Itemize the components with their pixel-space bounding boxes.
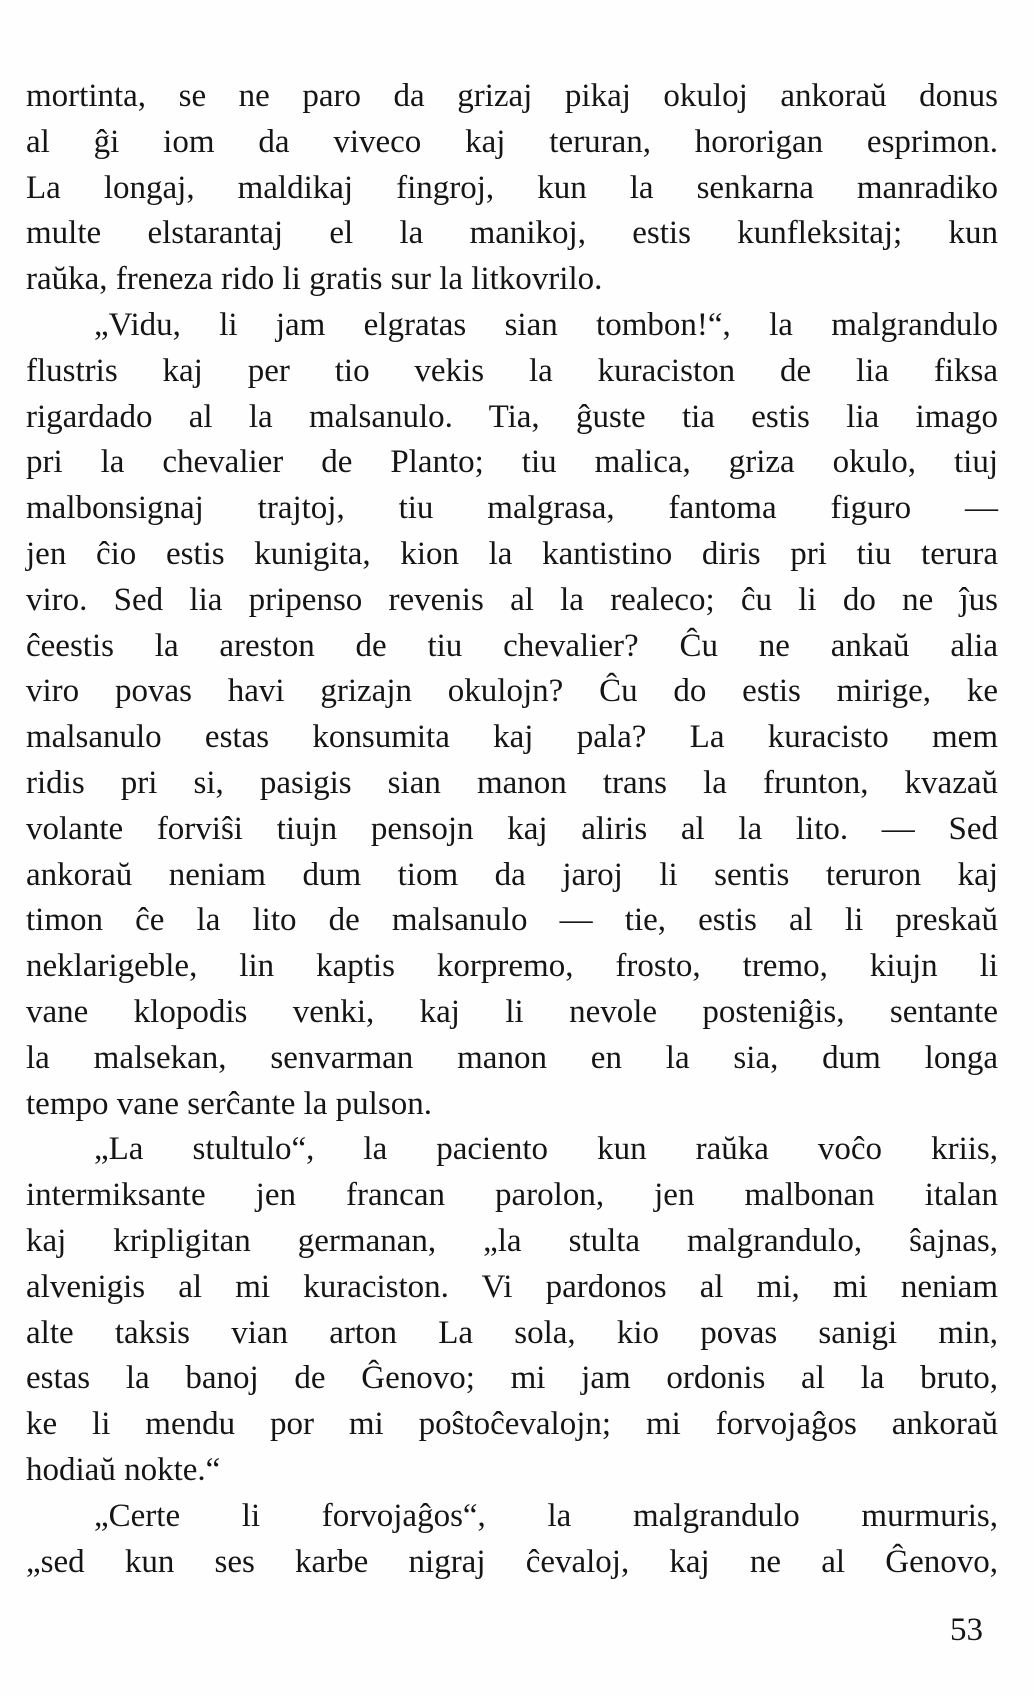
text-line: raŭka, freneza rido li gratis sur la litkovrilo. — [26, 261, 603, 298]
text-line: tempo vane serĉante la pulson. — [26, 1085, 432, 1122]
text-line: ĉeestis la areston de tiu chevalier? Ĉu ne ankaŭ alia — [26, 627, 998, 664]
text-line: vane klopodis venki, kaj li nevole posteniĝis, sentante — [26, 993, 998, 1030]
text-line: estas la banoj de Ĝenovo; mi jam ordonis al la bruto, — [26, 1360, 998, 1397]
text-line: mortinta, se ne paro da grizaj pikaj okuloj ankoraŭ donus — [26, 78, 998, 114]
text-line: jen ĉio estis kunigita, kion la kantistino diris pri tiu terura — [26, 535, 998, 572]
text-line: ke li mendu por mi poŝtoĉevalojn; mi forvojaĝos ankoraŭ — [26, 1406, 998, 1443]
text-line: viro. Sed lia pripenso revenis al la realeco; ĉu li do ne ĵus — [26, 581, 998, 618]
text-line: la malsekan, senvarman manon en la sia, dum longa — [26, 1039, 998, 1076]
text-line: „Certe li forvojaĝos“, la malgrandulo murmuris, — [94, 1497, 998, 1534]
text-line: hodiaŭ nokte.“ — [26, 1451, 221, 1488]
text-line: rigardado al la malsanulo. Tia, ĝuste tia estis lia imago — [26, 398, 998, 435]
text-line: neklarigeble, lin kaptis korpremo, frosto, tremo, kiujn li — [26, 948, 998, 985]
page-number: 53 — [950, 1612, 983, 1648]
text-line: alte taksis vian arton La sola, kio povas sanigi min, — [26, 1314, 998, 1351]
body-text — [26, 74, 998, 1585]
text-line: malbonsignaj trajtoj, tiu malgrasa, fantoma figuro — — [26, 490, 998, 527]
text-line: intermiksante jen francan parolon, jen malbonan italan — [26, 1177, 998, 1214]
text-line: „Vidu, li jam elgratas sian tombon!“, la malgrandulo — [94, 306, 998, 343]
text-line: kaj kripligitan germanan, „la stulta malgrandulo, ŝajnas, — [26, 1222, 998, 1259]
text-line: La longaj, maldikaj fingroj, kun la senkarna manradiko — [26, 169, 998, 206]
text-line: flustris kaj per tio vekis la kuraciston de lia fiksa — [26, 352, 998, 389]
text-line: viro povas havi grizajn okulojn? Ĉu do estis mirige, ke — [26, 673, 998, 710]
text-line: al ĝi iom da viveco kaj teruran, hororigan esprimon. — [26, 123, 998, 160]
text-line: alvenigis al mi kuraciston. Vi pardonos al mi, mi neniam — [26, 1268, 998, 1305]
text-line: multe elstarantaj el la manikoj, estis kunfleksitaj; kun — [26, 215, 998, 252]
text-line: timon ĉe la lito de malsanulo — tie, estis al li preskaŭ — [26, 902, 998, 939]
text-line: „sed kun ses karbe nigraj ĉevaloj, kaj ne al Ĝenovo, — [26, 1543, 998, 1580]
text-line: volante forviŝi tiujn pensojn kaj aliris al la lito. — Sed — [26, 810, 998, 847]
text-line: pri la chevalier de Planto; tiu malica, griza okulo, tiuj — [26, 444, 998, 481]
text-line: malsanulo estas konsumita kaj pala? La kuracisto mem — [26, 719, 998, 756]
text-line: „La stultulo“, la paciento kun raŭka voĉo kriis, — [94, 1131, 998, 1168]
text-line: ankoraŭ neniam dum tiom da jaroj li sentis teruron kaj — [26, 856, 998, 893]
text-line: ridis pri si, pasigis sian manon trans la frunton, kvazaŭ — [26, 764, 998, 801]
